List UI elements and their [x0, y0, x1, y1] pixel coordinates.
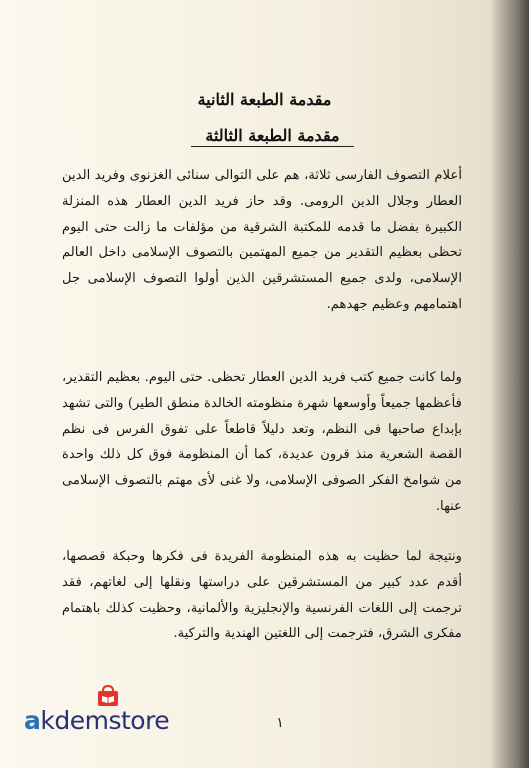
- page-number: ١: [276, 715, 284, 731]
- page-edge-shadow: [489, 0, 529, 768]
- paragraph-3: ونتيجة لما حظيت به هذه المنظومة الفريدة فى فكرها وحبكة قصصها، أقدم عدد كبير من المستشرقين على دراستها ونقلها إلى لغاتهم، فقد ترجمت إلى اللغات الفرنسية والإنجليزية والألمانية، وحظيت كذلك باهتمام مفكرى الشرق، فترجمت إلى اللغتين الهندية والتركية.: [62, 549, 462, 642]
- paragraph-2: ولما كانت جميع كتب فريد الدين العطار تحظى. حتى اليوم. بعظيم التقدير، فأعظمها جميعاً وأوسعها شهرة منظومته الخالدة منطق الطير) والتى تشهد بإبداع صاحبها فى النظم، وتعد دليلاً قاطعاً على تفوق الفرس فى نظم القصة الشعرية منذ قرون عديدة، كما أن المنظومة فوق كل ذلك واحدة من شوامخ الفكر الصوفى الإسلامى، ولا غنى لأى مهتم بالتصوف الإسلامى عنها.: [62, 370, 462, 514]
- heading-second-edition: مقدمة الطبعة الثانية: [197, 90, 332, 109]
- paragraph-1: أعلام التصوف الفارسى ثلاثة، هم على التوالى سنائى الغزنوى وفريد الدين العطار وجلال الدين الرومى. وقد حاز فريد الدين العطار هذه المنزلة الكبيرة بفضل ما قدمه للمكتبة الشرقية من مؤلفات ما زالت حتى اليوم تحظى بعظيم التقدير من جميع المهتمين بالتصوف الإسلامى داخل العالم الإسلامى، ولدى جميع المستشرقين الذين أولوا التصوف الإسلامى جل اهتمامهم وعظيم جهدهم.: [62, 168, 462, 312]
- akdemstore-watermark-logo: [24, 685, 184, 745]
- akdemstore-logo-text: akdemstore: [24, 706, 170, 735]
- heading-third-edition: مقدمة الطبعة الثالثة: [8, 126, 529, 147]
- shopping-bag-book-icon: [96, 685, 120, 707]
